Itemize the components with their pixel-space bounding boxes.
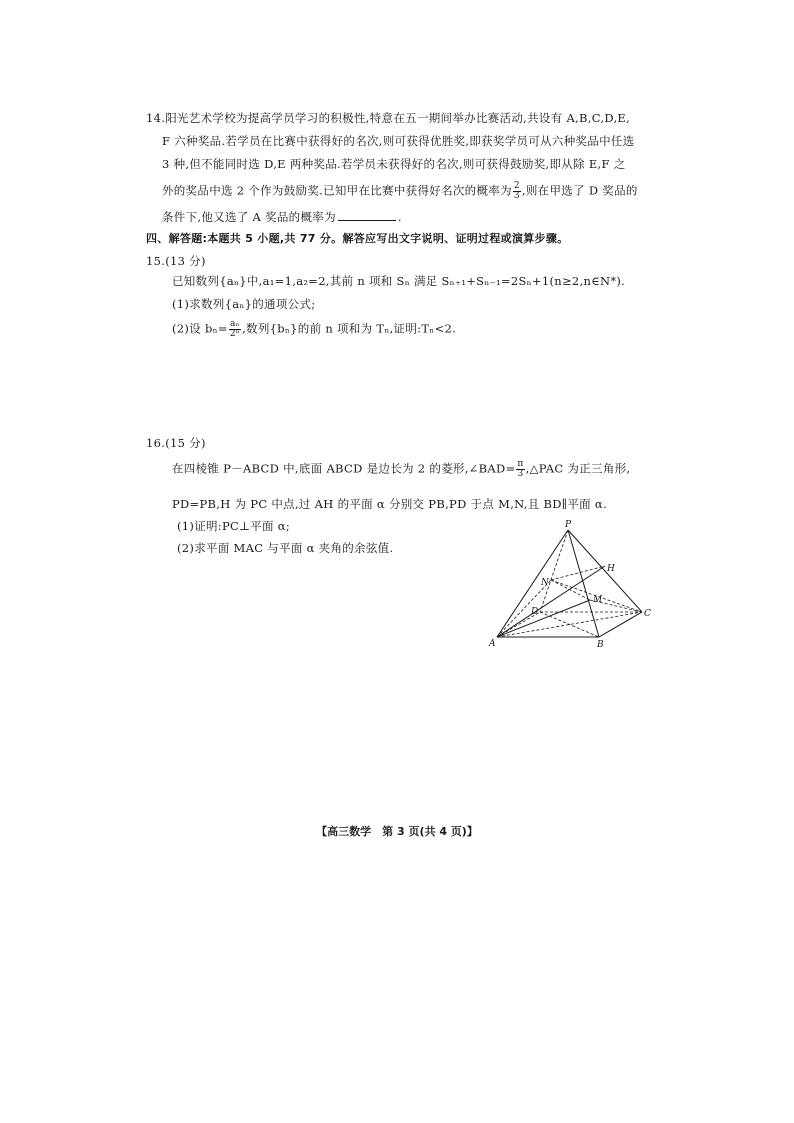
q14-line-3: 3 种,但不能同时选 D,E 两种奖品.若学员未获得好的名次,则可获得鼓励奖,即从除 E,F 之 xyxy=(162,157,626,171)
q16-part-1: (1)证明:PC⊥平面 α; xyxy=(177,519,291,533)
q15-fraction-den: 2ⁿ xyxy=(229,329,241,339)
section-heading: 四、解答题:本题共 5 小题,共 77 分。解答应写出文字说明、证明过程或演算步骤。 xyxy=(146,232,569,245)
q16-title: 16.(15 分) xyxy=(146,436,206,450)
q16-part-2: (2)求平面 MAC 与平面 α 夹角的余弦值. xyxy=(177,541,394,555)
q16-line-1-text: 在四棱锥 P－ABCD 中,底面 ABCD 是边长为 2 的菱形,∠BAD= xyxy=(172,461,516,476)
q16-fraction-num: π xyxy=(517,459,524,469)
label-N: N xyxy=(541,578,549,588)
q14-line-5-end: . xyxy=(397,210,402,224)
line-AM xyxy=(497,600,590,637)
q14-line-5-text: 条件下,他又选了 A 奖品的概率为 xyxy=(162,210,336,224)
label-B: B xyxy=(597,640,604,650)
label-H: H xyxy=(607,564,615,574)
q16-fraction-den: 3 xyxy=(517,469,524,479)
q16-line-2: PD=PB,H 为 PC 中点,过 AH 的平面 α 分别交 PB,PD 于点 M,N,且 BD∥平面 α. xyxy=(172,497,607,511)
page-footer: 【高三数学 第 3 页(共 4 页)】 xyxy=(316,825,478,838)
label-A: A xyxy=(489,639,496,649)
q14-fraction-den: 3 xyxy=(513,191,520,201)
q15-line-1: 已知数列{aₙ}中,a₁=1,a₂=2,其前 n 项和 Sₙ 满足 Sₙ₊₁+Sₙ₋₁=2Sₙ+1(n≥2,n∈N*). xyxy=(172,274,626,288)
edge-PB xyxy=(568,530,599,637)
q14-line-2: F 六种奖品.若学员在比赛中获得好的名次,则可获得优胜奖,即获奖学员可从六种奖品中任选 xyxy=(162,134,635,148)
line-AN xyxy=(497,580,551,637)
diag-BD xyxy=(540,612,599,637)
q15-fraction-num: aₙ xyxy=(230,319,240,329)
q15-part-2-text: (2)设 bₙ= xyxy=(172,321,228,336)
label-C: C xyxy=(644,609,651,619)
q15-title: 15.(13 分) xyxy=(146,254,206,268)
q14-line-4-tail: ,则在甲选了 D 奖品的 xyxy=(521,183,638,198)
line-NH xyxy=(551,566,605,580)
edge-PC xyxy=(568,530,642,612)
label-M: M xyxy=(593,595,603,605)
q15-part-2-tail: ,数列{bₙ}的前 n 项和为 Tₙ,证明:Tₙ<2. xyxy=(242,321,457,336)
q14-line-1: 14.阳光艺术学校为提高学员学习的积极性,特意在五一期间举办比赛活动,共设有 A,B,C,D,E, xyxy=(146,111,631,125)
label-D: D xyxy=(531,607,539,617)
label-P: P xyxy=(565,520,572,530)
q16-line-1-tail: ,△PAC 为正三角形, xyxy=(525,461,631,476)
line-NM xyxy=(551,580,590,600)
q15-part-1: (1)求数列{aₙ}的通项公式; xyxy=(172,297,316,311)
q14-line-4-text: 外的奖品中选 2 个作为鼓励奖.已知甲在比赛中获得好名次的概率为 xyxy=(162,183,512,198)
q14-fraction-num: 2 xyxy=(513,181,520,191)
